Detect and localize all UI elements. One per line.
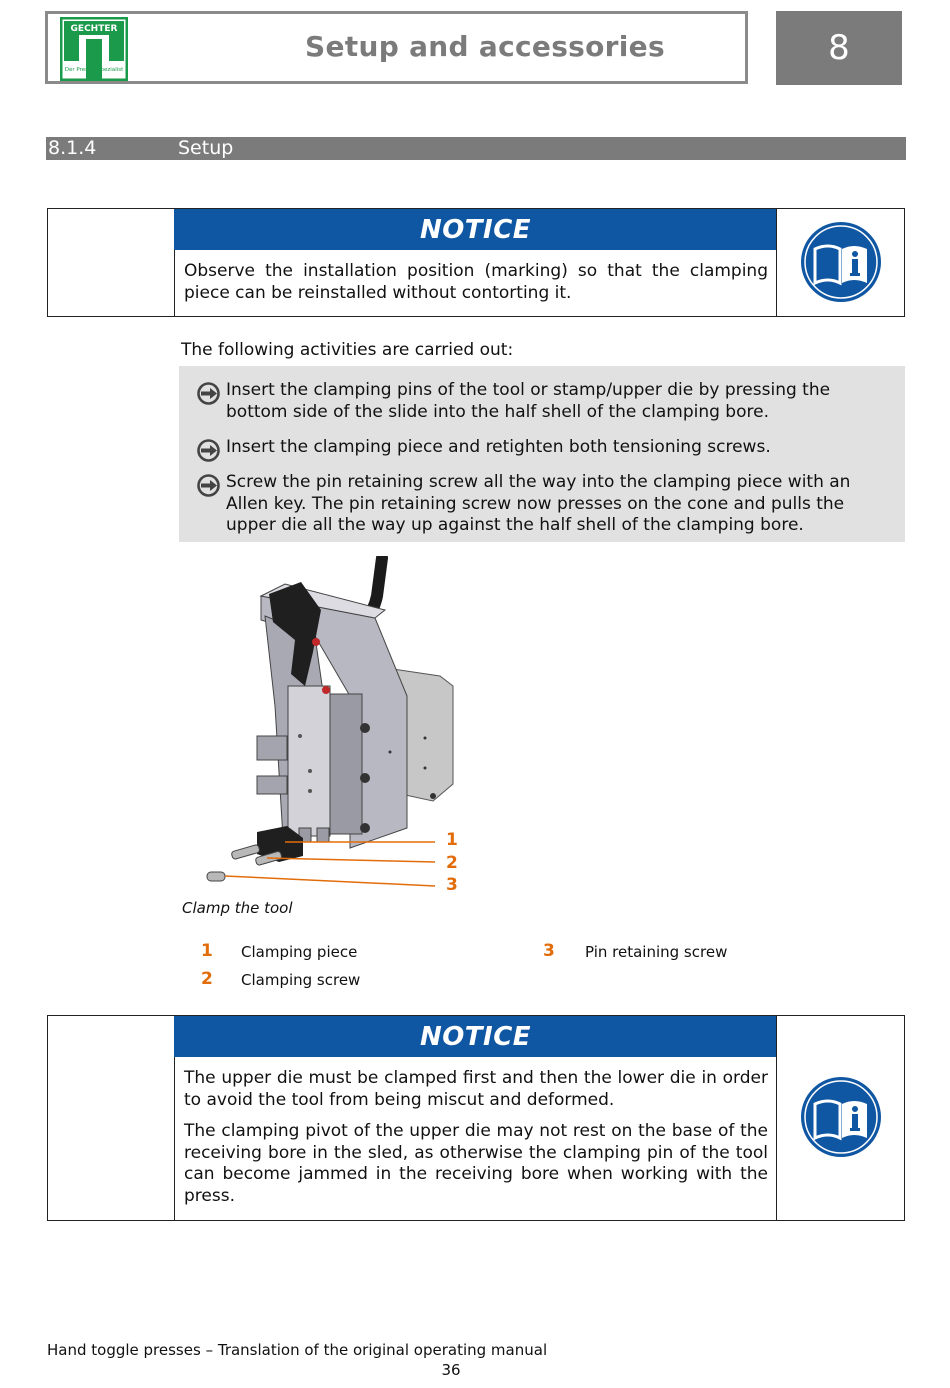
figure-callout-1: 1 [446, 830, 458, 850]
step-text: Insert the clamping pins of the tool or stamp/upper die by pressing the bottom side of the slide into the half shell of the clamping bore. [226, 380, 831, 422]
company-logo [60, 17, 128, 81]
legend-label: Clamping piece [241, 943, 358, 961]
legend-label: Clamping screw [241, 971, 361, 989]
list-item [197, 437, 887, 459]
legend-number: 2 [201, 969, 213, 989]
notice-text [184, 1068, 768, 1217]
notice-text [184, 261, 768, 314]
list-item [197, 380, 887, 423]
notice-paragraph: The upper die must be clamped first and then the lower die in order to avoid the tool from being miscut and deformed. [184, 1068, 768, 1110]
notice-icon-cell [776, 209, 904, 316]
section-heading [46, 137, 906, 160]
svg-text:Der Pressenspezialist: Der Pressenspezialist [64, 67, 124, 73]
figure-caption: Clamp the tool [182, 899, 293, 917]
section-number: 8.1.4 [48, 137, 97, 159]
tool-clamp-figure [195, 556, 465, 891]
page-title: Setup and accessories [305, 30, 665, 63]
activities-intro: The following activities are carried out: [181, 340, 514, 360]
activities-list [179, 366, 905, 542]
legend-number: 1 [201, 941, 213, 961]
notice-icon-cell [776, 1016, 904, 1220]
footer-text [47, 1341, 547, 1359]
footer-product: Hand toggle presses [47, 1341, 201, 1359]
info-manual-icon [800, 221, 882, 303]
chapter-number: 8 [776, 11, 902, 85]
figure-callout-2: 2 [446, 853, 458, 873]
svg-text:GECHTER: GECHTER [70, 24, 118, 34]
list-item [197, 472, 887, 537]
section-title: Setup [178, 137, 234, 159]
footer-document: Translation of the original operating manual [217, 1341, 548, 1359]
info-manual-icon [800, 1076, 882, 1158]
step-text: Insert the clamping piece and retighten both tensioning screws. [226, 437, 771, 457]
notice-left-cell [48, 1016, 175, 1220]
page-number: 36 [441, 1361, 461, 1379]
notice-paragraph: The clamping pivot of the upper die may not rest on the base of the receiving bore in the sled, as otherwise the clamping pin of the tool can become jammed in the receiving bore when working with the press. [184, 1121, 768, 1206]
legend-number: 3 [543, 941, 555, 961]
notice-box-2 [47, 1015, 905, 1221]
notice-box-1 [47, 208, 905, 317]
notice-paragraph: Observe the installation position (marking) so that the clamping piece can be reinstalled without contorting it. [184, 261, 768, 303]
notice-heading: NOTICE [174, 1016, 777, 1057]
figure-callout-3: 3 [446, 875, 458, 895]
step-text: Screw the pin retaining screw all the way into the clamping piece with an Allen key. The pin retaining screw now presses on the cone and pulls the upper die all the way up against the half shell of the clamping bore. [226, 472, 851, 535]
legend-label: Pin retaining screw [585, 943, 728, 961]
arrow-right-icon [197, 439, 220, 462]
arrow-right-icon [197, 382, 220, 405]
notice-left-cell [48, 209, 175, 316]
notice-heading: NOTICE [174, 209, 777, 250]
arrow-right-icon [197, 474, 220, 497]
footer-dash: – [205, 1341, 214, 1359]
